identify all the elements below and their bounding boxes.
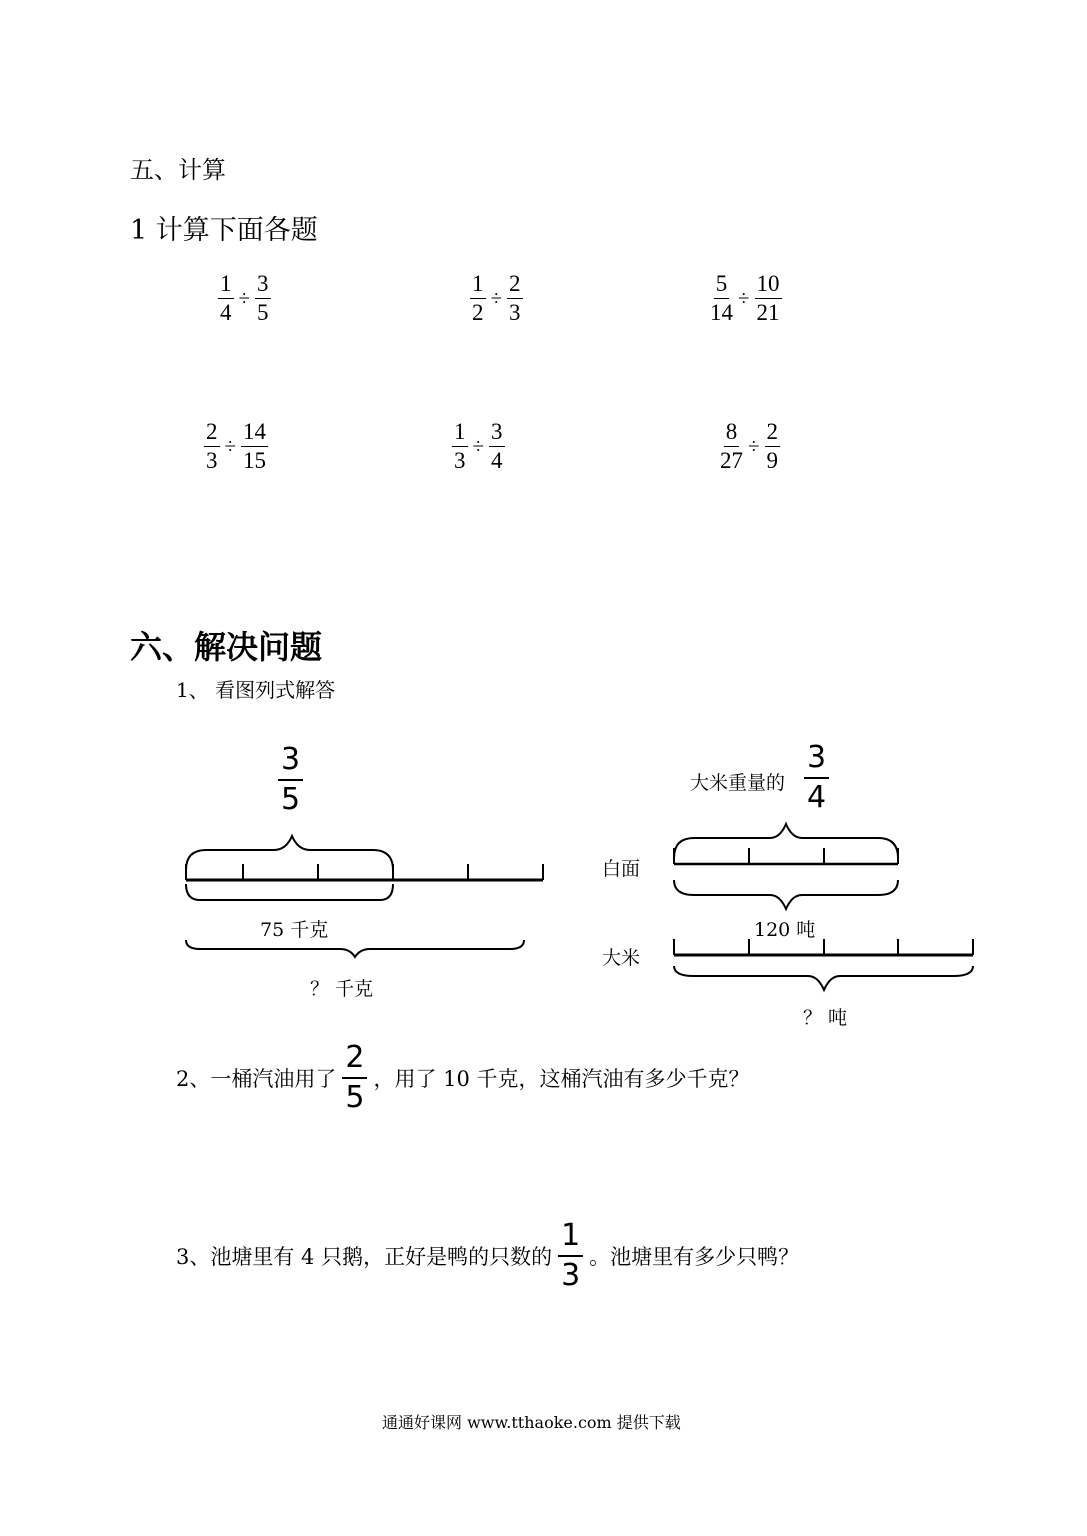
fraction: $\frac{3}{4}$ — [491, 419, 503, 474]
question-3-fraction: $\frac{1}{3}$ — [558, 1220, 583, 1291]
left-fraction: $\frac{3}{5}$ — [278, 744, 303, 815]
divide-sign: ÷ — [490, 286, 503, 311]
right-known-brace — [674, 880, 898, 909]
right-known-label: 120 吨 — [754, 919, 816, 941]
right-top-text: 大米重量的 — [690, 772, 786, 794]
question-3-text-before: 3、池塘里有 4 只鹅，正好是鸭的只数的 — [176, 1244, 553, 1269]
left-known-label: 75 千克 — [260, 919, 329, 941]
question-1-text: 1、 看图列式解答 — [176, 678, 336, 702]
fraction: $\frac{14}{15}$ — [243, 419, 267, 474]
question-2-text-after: ，用了 10 千克，这桶汽油有多少千克？ — [373, 1066, 750, 1091]
fraction: $\frac{1}{2}$ — [472, 271, 484, 326]
footer-text: 通通好课网 www.tthaoke.com 提供下载 — [382, 1413, 681, 1432]
divide-sign: ÷ — [472, 434, 485, 459]
right-fraction: $\frac{3}{4}$ — [804, 742, 829, 813]
question-2-fraction: $\frac{2}{5}$ — [342, 1042, 367, 1113]
row-label-dami: 大米 — [602, 947, 641, 969]
right-unknown-label: ？ 吨 — [803, 1007, 848, 1029]
fraction: $\frac{3}{5}$ — [257, 271, 269, 326]
left-unknown-label: ？ 千克 — [310, 978, 374, 1000]
left-whole-brace — [186, 940, 524, 957]
fraction: $\frac{10}{21}$ — [756, 271, 780, 326]
section-6-title: 六、解决问题 — [130, 628, 323, 666]
fraction: $\frac{2}{3}$ — [206, 419, 218, 474]
divide-sign: ÷ — [738, 286, 750, 311]
right-whole-brace — [674, 966, 973, 990]
divide-sign: ÷ — [224, 434, 237, 459]
subsection-1-title: 1 计算下面各题 — [130, 215, 318, 246]
fraction: $\frac{8}{27}$ — [720, 419, 743, 474]
fraction: $\frac{2}{9}$ — [766, 419, 779, 474]
section-5-title: 五、计算 — [130, 156, 226, 184]
divide-sign: ÷ — [238, 286, 251, 311]
divide-sign: ÷ — [748, 434, 760, 459]
fraction: $\frac{5}{14}$ — [710, 271, 733, 326]
left-top-brace — [186, 836, 393, 870]
question-3-text-after: 。池塘里有多少只鸭？ — [589, 1244, 800, 1269]
row-label-bimian: 白面 — [602, 858, 641, 880]
fraction: $\frac{1}{3}$ — [454, 419, 466, 474]
fraction: $\frac{1}{4}$ — [220, 271, 232, 326]
left-bottom-brace — [186, 884, 393, 900]
question-2 — [176, 1042, 750, 1113]
fraction: $\frac{2}{3}$ — [509, 271, 521, 326]
right-top-brace — [674, 824, 898, 858]
question-2-text-before: 2、一桶汽油用了 — [176, 1066, 337, 1091]
question-3 — [176, 1220, 799, 1291]
